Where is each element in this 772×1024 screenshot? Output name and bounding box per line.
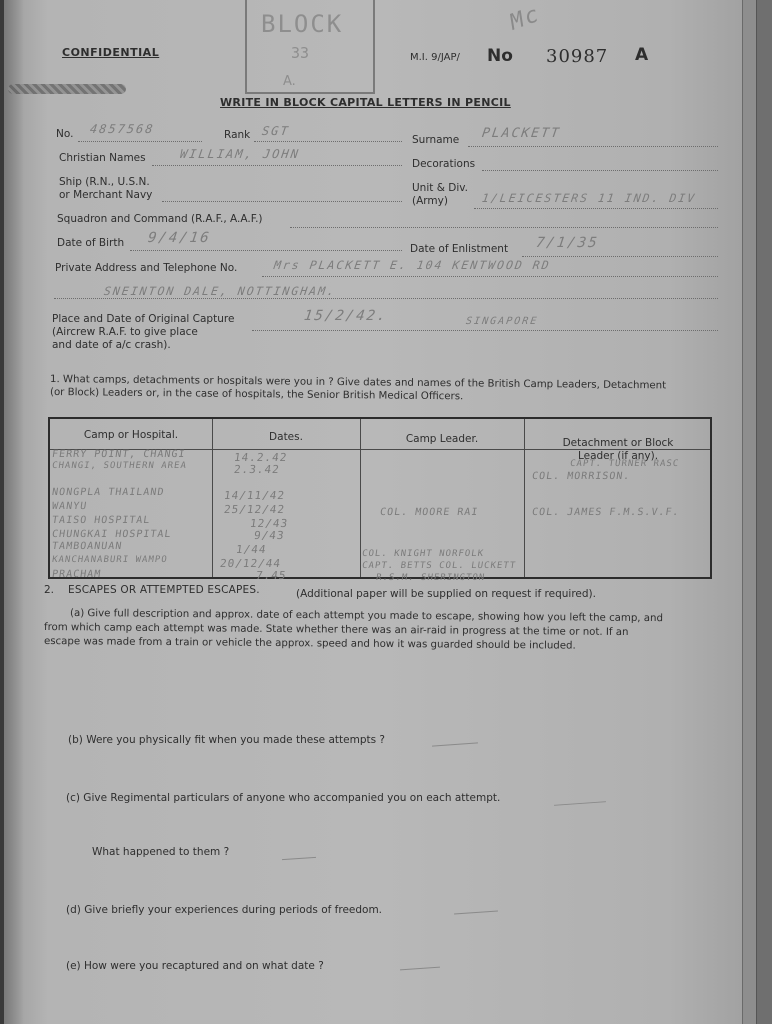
enlistment-label: Date of Enlistment (410, 243, 509, 255)
pencil-dash (432, 742, 478, 746)
number-label: No (487, 46, 513, 66)
page-fold-shadow (4, 0, 24, 1024)
section2-e: (e) How were you recaptured and on what date ? (66, 960, 324, 972)
header-detachment-1: Detachment or Block (562, 437, 674, 449)
surname-value: PLACKETT (480, 126, 562, 141)
unit-label-2: (Army) (412, 195, 448, 207)
address-line-1 (262, 276, 718, 277)
capture-date: 15/2/42. (302, 308, 389, 324)
date-entry: 2.3.42 (233, 463, 281, 476)
rank-value: SGT (261, 124, 291, 138)
dob-line (130, 250, 402, 251)
section1-question-line1: 1. What camps, detachments or hospitals were you in ? Give dates and names of the British Camp Leaders, Detachment (49, 374, 667, 392)
header-detachment-2: Leader (if any). (577, 450, 659, 462)
leader-entry: COL. KNIGHT NORFOLK (361, 549, 485, 559)
section1-question-line2: (or Block) Leaders or, in the case of hospitals, the Senior British Medical Officers. (49, 387, 464, 403)
no-line (78, 141, 202, 142)
section2-note: (Additional paper will be supplied on request if required). (296, 588, 596, 600)
date-entry: 7.45 (255, 569, 288, 582)
header-camp: Camp or Hospital. (83, 429, 179, 441)
pencil-dash (282, 857, 316, 860)
detachment-entry: CAPT. TURNER RASC (569, 459, 680, 469)
date-entry: 20/12/44 (219, 557, 282, 570)
rank-line (254, 141, 402, 142)
address-value-1: Mrs PLACKETT E. 104 KENTWOOD RD (273, 258, 552, 272)
dob-label: Date of Birth (57, 237, 125, 249)
leader-entry: COL. MOORE RAI (379, 507, 480, 518)
header-dates: Dates. (269, 431, 303, 443)
address-line-2 (54, 298, 718, 299)
detachment-entry: COL. JAMES F.M.S.V.F. (531, 507, 681, 518)
camp-entry: NONGPLA THAILAND (51, 487, 166, 498)
address-value-2: SNEINTON DALE, NOTTINGHAM. (103, 284, 337, 298)
capture-label-1: Place and Date of Original Capture (52, 313, 235, 325)
enlistment-line (522, 256, 718, 257)
date-entry: 12/43 (249, 517, 290, 530)
enlistment-value: 7/1/35 (534, 235, 600, 251)
pencil-dash (554, 801, 606, 806)
leader-entry: CAPT. BETTS COL. LUCKETT (361, 561, 517, 571)
decorations-line (482, 170, 718, 171)
squadron-line (290, 227, 718, 228)
decorations-label: Decorations (412, 158, 476, 170)
christian-names-line (152, 165, 402, 166)
rank-label: Rank (224, 129, 251, 141)
stamp-letter: A. (283, 74, 296, 89)
section2-c2: What happened to them ? (92, 846, 230, 858)
no-value: 4857568 (89, 122, 156, 136)
ship-label-1: Ship (R.N., U.S.N. (59, 176, 150, 188)
address-label: Private Address and Telephone No. (55, 262, 238, 274)
confidential-label: CONFIDENTIAL (62, 46, 160, 59)
date-entry: 25/12/42 (223, 503, 286, 516)
section2-b: (b) Were you physically fit when you made these attempts ? (68, 734, 385, 746)
pencil-instruction: WRITE IN BLOCK CAPITAL LETTERS IN PENCIL (220, 96, 511, 109)
surname-label: Surname (412, 134, 460, 146)
camp-entry: TAMBOANUAN (51, 541, 123, 552)
capture-label-2: (Aircrew R.A.F. to give place (52, 326, 198, 338)
stamp-block-text: BLOCK (261, 10, 344, 38)
camp-entry: TAISO HOSPITAL (51, 515, 152, 526)
pencil-dash (400, 967, 440, 971)
camp-entry: WANYU (51, 501, 88, 512)
capture-place: SINGAPORE (465, 316, 539, 327)
surname-line (468, 146, 718, 147)
squadron-label: Squadron and Command (R.A.F., A.A.F.) (57, 213, 263, 225)
pencil-dash (454, 910, 498, 914)
section2-d: (d) Give briefly your experiences during periods of freedom. (66, 904, 383, 916)
camps-table (48, 417, 712, 583)
section2-title: ESCAPES OR ATTEMPTED ESCAPES. (68, 584, 260, 596)
underlying-page-edge (742, 0, 757, 1024)
unit-value: 1/LEICESTERS 11 IND. DIV (481, 191, 698, 205)
binding-string (8, 84, 126, 94)
no-label: No. (56, 128, 74, 140)
section2-number: 2. (44, 584, 55, 596)
header-camp-leader: Camp Leader. (405, 433, 479, 445)
date-entry: 9/43 (253, 529, 286, 542)
ship-line (162, 201, 402, 202)
camp-entry: KANCHANABURI WAMPO (51, 555, 169, 565)
christian-names-label: Christian Names (59, 152, 146, 164)
christian-names-value: WILLIAM, JOHN (179, 147, 301, 161)
section2-a-line1: (a) Give full description and approx. date of each attempt you made to escape, showing how you left the camp, and (69, 608, 664, 625)
unit-line (474, 208, 718, 209)
date-entry: 14.2.42 (233, 451, 289, 464)
section2-c: (c) Give Regimental particulars of anyone who accompanied you on each attempt. (66, 792, 501, 804)
capture-label-3: and date of a/c crash). (52, 339, 171, 351)
leader-entry: R.S.M. SHERINGTON (375, 573, 486, 583)
section2-a-line2: from which camp each attempt was made. State whether there was an air-raid in progress at the time or not. If an (43, 622, 629, 639)
ship-label-2: or Merchant Navy (59, 189, 153, 201)
capture-line (252, 330, 718, 331)
camp-entry: CHUNGKAI HOSPITAL (51, 529, 173, 540)
ref-label: M.I. 9/JAP/ (410, 52, 460, 63)
corner-pencil-mark: Mc (506, 1, 544, 36)
date-entry: 1/44 (235, 543, 268, 556)
serial-suffix: A (635, 45, 649, 65)
block-stamp (245, 0, 375, 94)
form-page (4, 0, 742, 1024)
camp-entry: CHANGI, SOUTHERN AREA (51, 461, 188, 471)
section2-a-line3: escape was made from a train or vehicle the approx. speed and how it was guarded should be included. (43, 636, 576, 652)
camp-entry: PRACHAM (51, 569, 102, 580)
detachment-entry: COL. MORRISON. (531, 471, 632, 482)
unit-label-1: Unit & Div. (412, 182, 468, 194)
date-entry: 14/11/42 (223, 489, 286, 502)
stamp-number: 33 (291, 44, 310, 62)
dob-value: 9/4/16 (146, 230, 212, 246)
underlying-page-edge (756, 0, 772, 1024)
camp-entry: FERRY POINT, CHANGI (51, 449, 187, 460)
serial-number: 30987 (546, 46, 609, 67)
